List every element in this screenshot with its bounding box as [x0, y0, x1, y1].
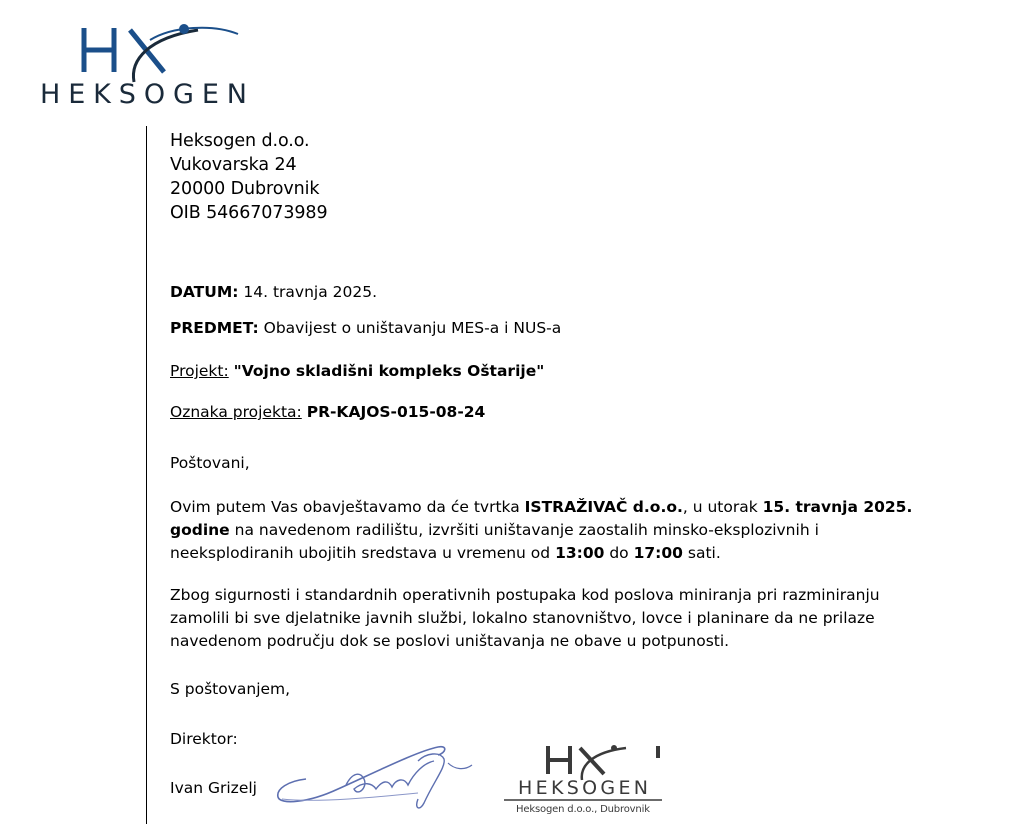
- closing: S poštovanjem,: [170, 680, 291, 698]
- company-stamp: [500, 740, 672, 818]
- margin-rule: [146, 126, 147, 824]
- predmet-line: [170, 317, 561, 339]
- director-label: Direktor:: [170, 730, 238, 748]
- datum-label: DATUM:: [170, 283, 239, 301]
- safety-line-3: navedenom području dok se poslovi uništavanja ne obave u potpunosti.: [170, 632, 730, 650]
- logo-hx-mark: [84, 24, 238, 82]
- predmet-value: Obavijest o uništavanju MES-a i NUS-a: [263, 319, 562, 337]
- projekt-label: Projekt:: [170, 362, 229, 380]
- text-span: sati.: [682, 544, 721, 562]
- time-to: 17:00: [633, 544, 683, 562]
- safety-line-1: Zbog sigurnosti i standardnih operativnih postupaka kod poslova miniranja pri razminiranju: [170, 586, 880, 604]
- company-city: 20000 Dubrovnik: [170, 179, 320, 199]
- oznaka-value: PR-KAJOS-015-08-24: [306, 403, 486, 421]
- predmet-label: PREDMET:: [170, 319, 259, 337]
- company-address: [170, 129, 327, 225]
- datum-line: [170, 281, 377, 303]
- notice-line-2: [170, 519, 960, 542]
- notice-line-1: [170, 496, 960, 519]
- text-span: , u utorak: [682, 498, 763, 516]
- datum-value: 14. travnja 2025.: [243, 283, 378, 301]
- company-street: Vukovarska 24: [170, 155, 297, 175]
- company-name: Heksogen d.o.o.: [170, 131, 310, 151]
- text-span: do: [604, 544, 634, 562]
- text-span: Ovim putem Vas obavještavamo da će tvrtka: [170, 498, 525, 516]
- oznaka-line: [170, 401, 485, 423]
- stamp-caption: Heksogen d.o.o., Dubrovnik: [516, 804, 650, 815]
- director-name: Ivan Grizelj: [170, 779, 257, 797]
- logo-wordmark: HEKSOGEN: [40, 79, 248, 110]
- projekt-value: "Vojno skladišni kompleks Oštarije": [233, 362, 545, 380]
- contractor-name: ISTRAŽIVAČ d.o.o.: [524, 498, 683, 516]
- text-span: neeksplodiranih ubojitih sredstava u vremenu od: [170, 544, 556, 562]
- greeting: Poštovani,: [170, 454, 250, 472]
- stamp-wordmark: HEKSOGEN: [518, 777, 648, 799]
- event-date: 15. travnja 2025.: [762, 498, 913, 516]
- signature: [268, 733, 478, 813]
- oznaka-label: Oznaka projekta:: [170, 403, 302, 421]
- safety-line-2: zamolili bi sve djelatnike javnih službi, lokalno stanovništvo, lovce i planinare da ne prilaze: [170, 609, 875, 627]
- notice-line-3: [170, 542, 960, 565]
- safety-paragraph: [170, 584, 960, 653]
- text-span: na navedenom radilištu, izvršiti uništavanje zaostalih minsko-eksplozivnih i: [229, 521, 819, 539]
- time-from: 13:00: [555, 544, 605, 562]
- event-date-suffix: godine: [170, 521, 230, 539]
- projekt-line: [170, 360, 544, 382]
- notice-paragraph: [170, 496, 960, 565]
- stamp-hx-mark: [548, 745, 660, 780]
- company-oib: OIB 54667073989: [170, 203, 328, 223]
- heksogen-logo: [38, 20, 253, 110]
